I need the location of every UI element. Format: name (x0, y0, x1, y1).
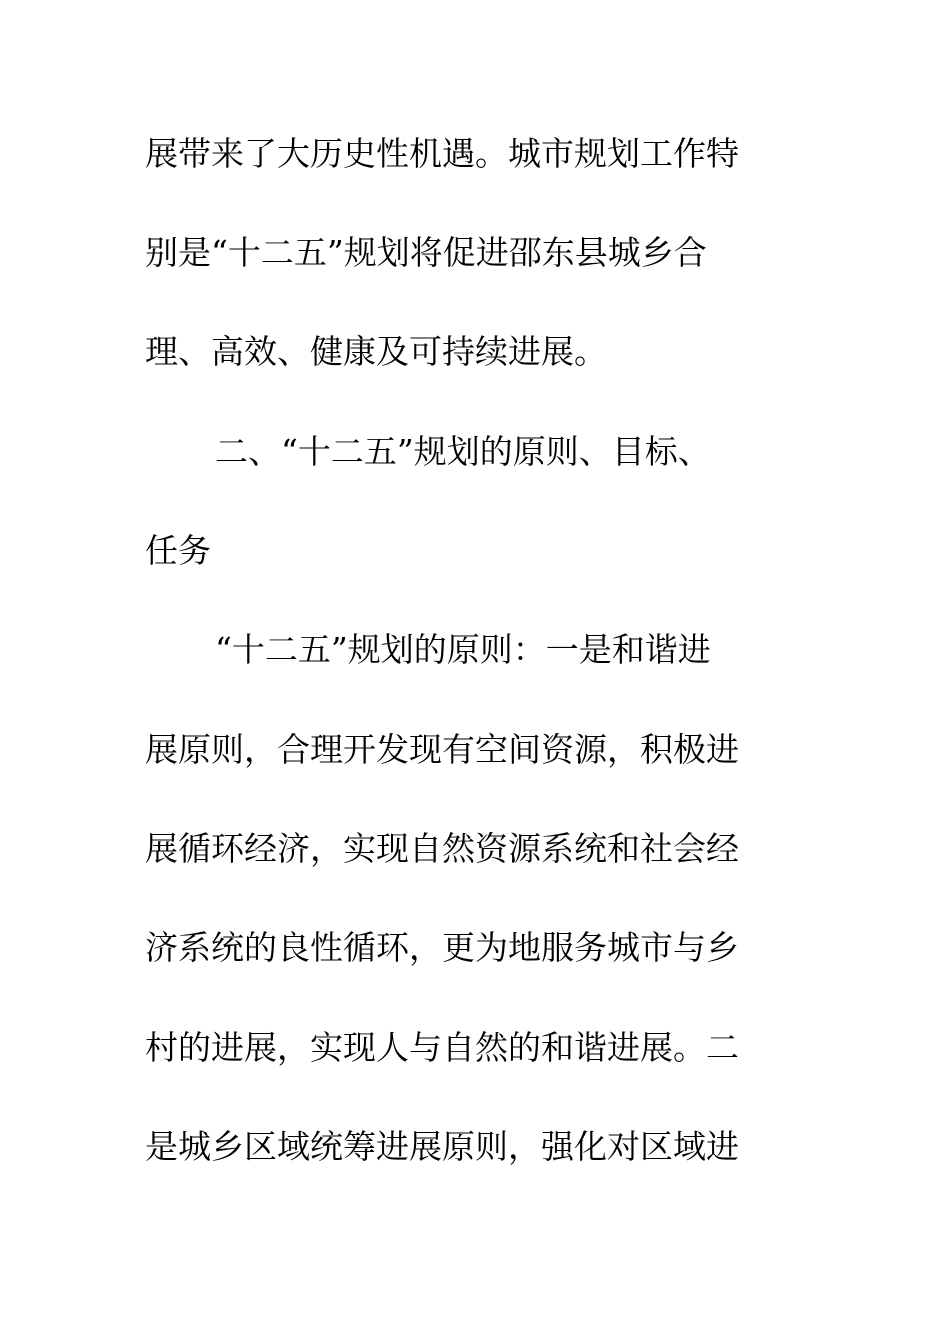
section-heading-line-1: 二、“十二五”规划的原则、目标、 (215, 432, 711, 471)
text-line-6: “十二五”规划的原则：一是和谐进 (215, 630, 711, 669)
text-line-3: 理、高效、健康及可持续进展。 (145, 332, 607, 371)
text-line-9: 济系统的良性循环，更为地服务城市与乡 (145, 928, 739, 967)
text-line-11: 是城乡区域统筹进展原则，强化对区域进 (145, 1127, 739, 1166)
text-line-10: 村的进展，实现人与自然的和谐进展。二 (145, 1028, 739, 1067)
section-heading-line-2: 任务 (145, 531, 211, 570)
text-line-8: 展循环经济，实现自然资源系统和社会经 (145, 829, 739, 868)
text-line-1: 展带来了大历史性机遇。城市规划工作特 (145, 134, 739, 173)
text-line-2: 别是“十二五”规划将促进邵东县城乡合 (145, 233, 707, 272)
text-line-7: 展原则，合理开发现有空间资源，积极进 (145, 730, 739, 769)
